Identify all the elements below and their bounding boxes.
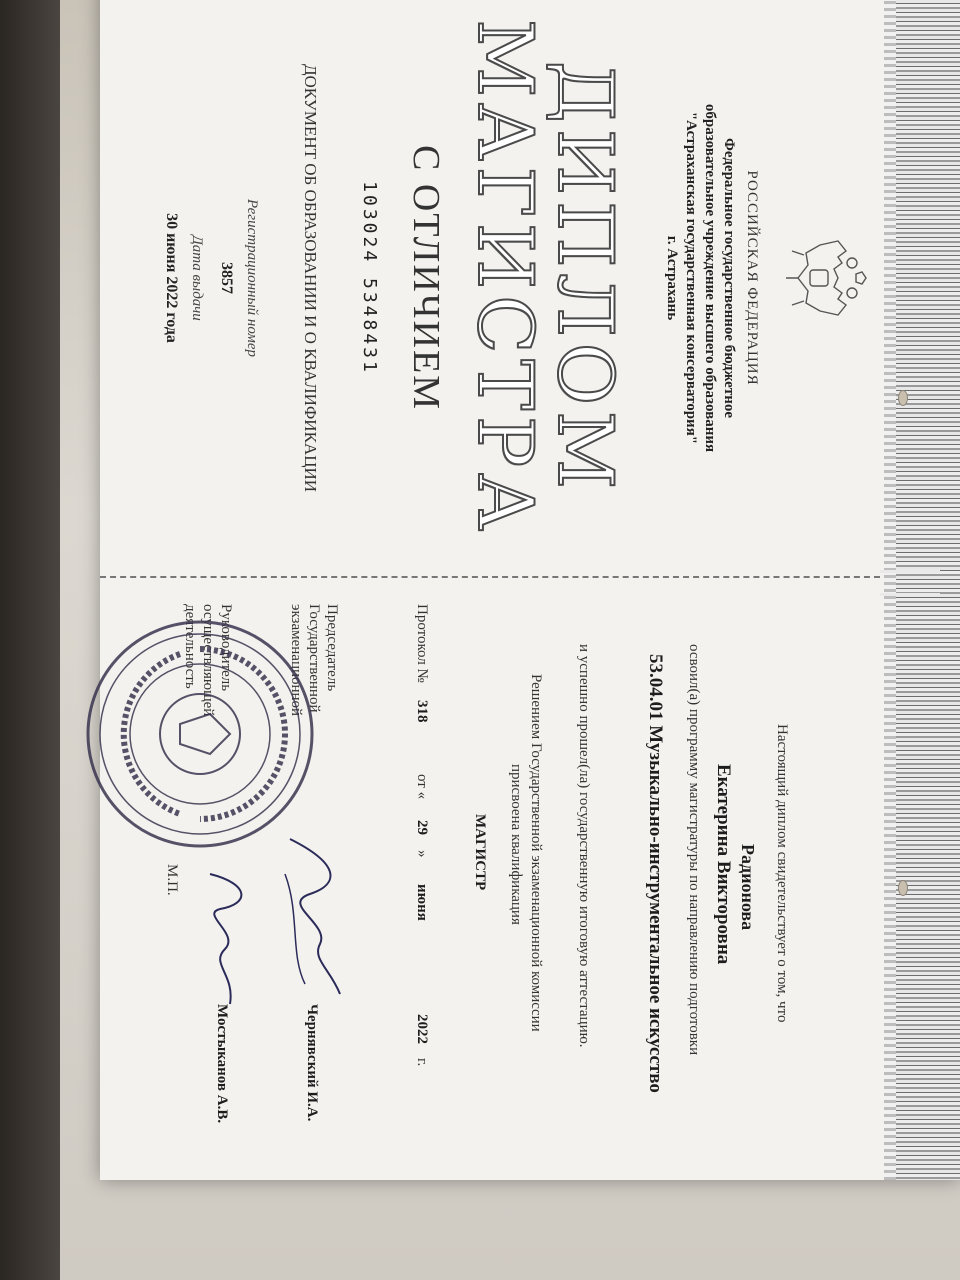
decision-text-2: присвоена квалификация xyxy=(508,764,524,925)
issue-date-label: Дата выдачи xyxy=(189,235,205,321)
diploma-title: ДИПЛОМ xyxy=(541,61,630,495)
right-page xyxy=(100,584,880,1180)
protocol-date-from: от « xyxy=(414,774,430,800)
program-name: 53.04.01 Музыкально-инструментальное искусство xyxy=(645,654,666,1093)
graduate-name: Екатерина Викторовна xyxy=(713,764,734,965)
protocol-day: 29 xyxy=(414,820,430,835)
center-fold xyxy=(100,576,880,578)
chair-signature-icon xyxy=(270,834,360,1004)
issue-date: 30 июня 2022 года xyxy=(163,213,180,343)
double-headed-eagle-emblem-icon xyxy=(782,235,868,321)
institution-city: г. Астрахань xyxy=(664,235,680,321)
registration-label: Регистрационный номер xyxy=(244,198,260,357)
honors-label: С ОТЛИЧИЕМ xyxy=(405,145,447,411)
institution-line: образовательное учреждение высшего образования xyxy=(702,103,718,453)
punch-hole xyxy=(898,880,908,896)
diploma-document xyxy=(100,0,960,1180)
intro-text: Настоящий диплом свидетельствует о том, что xyxy=(774,724,790,1023)
left-page xyxy=(100,0,880,576)
chair-label: Государственной xyxy=(306,604,322,713)
country-label: РОССИЙСКАЯ ФЕДЕРАЦИЯ xyxy=(744,170,760,386)
head-label: осуществляющей xyxy=(200,604,216,717)
head-signature-icon xyxy=(180,864,260,1014)
diploma-title-degree: МАГИСТРА xyxy=(461,19,550,537)
chair-label: Председатель xyxy=(324,604,340,692)
protocol-number: 318 xyxy=(414,700,430,723)
protocol-day-close: » xyxy=(414,850,430,858)
protocol-year-suffix: г. xyxy=(414,1058,430,1067)
protocol-month: июня xyxy=(414,884,430,921)
institution-line: Федеральное государственное бюджетное xyxy=(721,137,737,419)
program-intro: освоил(а) программу магистратуры по направлению подготовки xyxy=(686,644,702,1056)
serial-number: 103024 5348431 xyxy=(359,181,380,375)
graduate-surname: Радионова xyxy=(738,844,758,931)
head-name: Мостыканов А.В. xyxy=(214,1004,230,1124)
attestation-text: и успешно прошел(ла) государственную итоговую аттестацию. xyxy=(576,644,592,1048)
chair-name: Чернявский И.А. xyxy=(304,1004,320,1122)
head-label: деятельность xyxy=(182,604,198,689)
protocol-year: 2022 xyxy=(414,1014,430,1044)
registration-number: 3857 xyxy=(218,262,235,294)
institution-line: "Астраханская государственная консерватория" xyxy=(683,111,699,445)
seal-label: М.П. xyxy=(164,864,180,896)
punch-hole xyxy=(898,390,908,406)
binding-thread xyxy=(880,570,940,596)
decision-text: Решением Государственной экзаменационной комиссии xyxy=(528,674,544,1032)
protocol-label: Протокол № xyxy=(414,604,430,683)
qualification: МАГИСТР xyxy=(472,814,488,891)
institution-name xyxy=(662,0,738,576)
head-label: Руководитель xyxy=(218,604,234,692)
chair-label: экзаменационной xyxy=(288,604,304,717)
document-type: ДОКУМЕНТ ОБ ОБРАЗОВАНИИ И О КВАЛИФИКАЦИИ xyxy=(301,63,320,493)
round-official-stamp-icon xyxy=(80,614,320,854)
